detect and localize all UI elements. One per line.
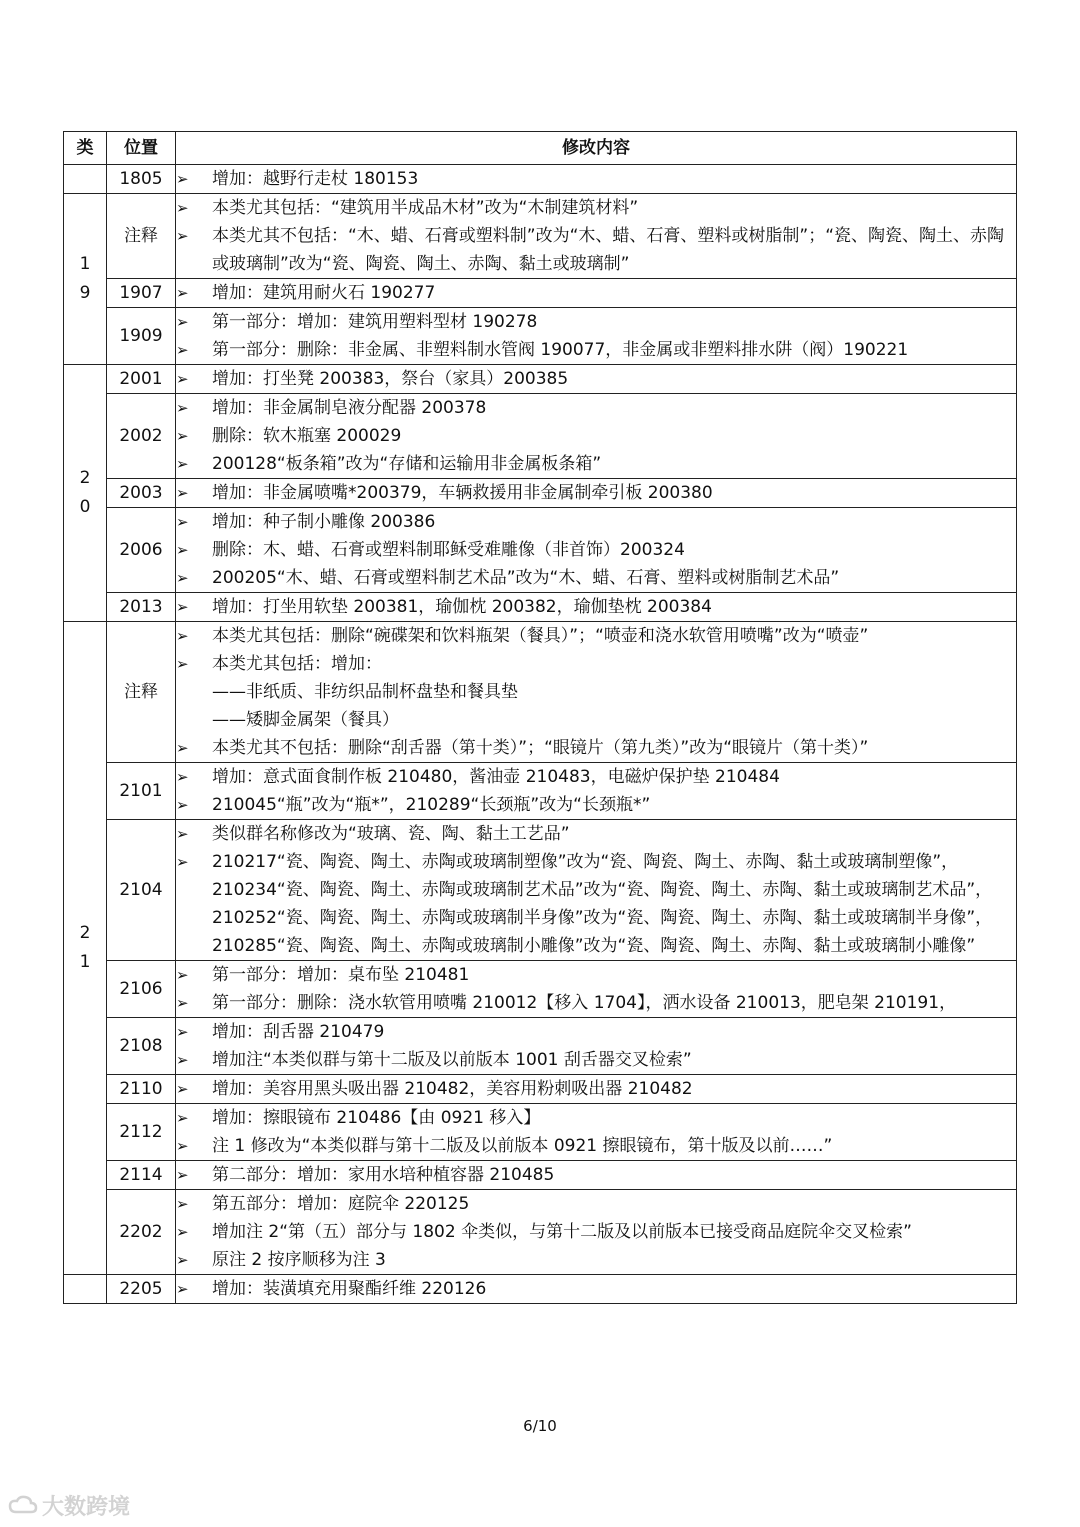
content-text: 第二部分：增加：家用水培种植容器 210485 [212,1165,555,1185]
content-line [176,791,1016,819]
content-cell [176,479,1017,508]
content-text: 210045“瓶”改为“瓶*”，210289“长颈瓶”改为“长颈瓶*” [212,795,651,815]
header-class: 类 [64,132,107,165]
content-text: 增加：越野行走杖 180153 [212,169,419,189]
page-number: 6/10 [523,1417,557,1435]
content-cell [176,763,1017,820]
content-line [176,194,1016,222]
content-line [176,820,1016,848]
position-cell: 2114 [107,1161,176,1190]
table-row [64,479,1017,508]
watermark-text: 大数跨境 [42,1494,131,1520]
content-text: 增加注“本类似群与第十二版及以前版本 1001 刮舌器交叉检索” [212,1050,692,1070]
content-line [176,593,1016,621]
content-text: 类似群名称修改为“玻璃、瓷、陶、黏土工艺品” [212,824,570,844]
content-line [176,1104,1016,1132]
content-text: 增加：非金属制皂液分配器 200378 [212,398,487,418]
table-row [64,508,1017,593]
position-cell: 2001 [107,365,176,394]
table-row [64,1190,1017,1275]
content-line [176,365,1016,393]
arrow-bullet-icon: ➢ [176,739,189,757]
content-text: ——非纸质、非纺织品制杯盘垫和餐具垫 [212,682,518,702]
arrow-bullet-icon: ➢ [176,199,189,217]
content-text: 第一部分：删除：非金属、非塑料制水管阀 190077，非金属或非塑料排水阱（阀）190221 [212,340,909,360]
position-cell: 2205 [107,1275,176,1304]
position-cell: 2002 [107,394,176,479]
content-line [176,1190,1016,1218]
table-row [64,1275,1017,1304]
class-number-cell [64,365,107,622]
arrow-bullet-icon: ➢ [176,1195,189,1213]
table-row [64,365,1017,394]
content-line [176,536,1016,564]
content-line [176,734,1016,762]
arrow-bullet-icon: ➢ [176,853,189,871]
content-text: 增加：非金属喷嘴*200379，车辆救援用非金属制牵引板 200380 [212,483,713,503]
table-row [64,279,1017,308]
content-line [176,763,1016,791]
content-text: 第一部分：增加：建筑用塑料型材 190278 [212,312,538,332]
table-row [64,1018,1017,1075]
arrow-bullet-icon: ➢ [176,627,189,645]
content-line [176,394,1016,422]
content-text: 200128“板条箱”改为“存储和运输用非金属板条箱” [212,454,602,474]
table-row [64,394,1017,479]
table-row [64,165,1017,194]
arrow-bullet-icon: ➢ [176,1109,189,1127]
content-line [176,650,1016,678]
content-line [176,479,1016,507]
class-digit: 1 [79,254,91,274]
content-text: 本类尤其不包括：删除“刮舌器（第十类）”；“眼镜片（第九类）”改为“眼镜片（第十类）” [212,738,869,758]
arrow-bullet-icon: ➢ [176,170,189,188]
content-line [176,1161,1016,1189]
class-digit: 1 [79,952,91,972]
table-row [64,593,1017,622]
arrow-bullet-icon: ➢ [176,427,189,445]
content-text: 第五部分：增加：庭院伞 220125 [212,1194,470,1214]
content-cell [176,1275,1017,1304]
arrow-bullet-icon: ➢ [176,994,189,1012]
table-row [64,1161,1017,1190]
content-cell [176,1075,1017,1104]
content-line [176,622,1016,650]
arrow-bullet-icon: ➢ [176,541,189,559]
table-row [64,1075,1017,1104]
content-text: 增加：装潢填充用聚酯纤维 220126 [212,1279,487,1299]
position-cell: 2006 [107,508,176,593]
content-line [176,422,1016,450]
content-text: 200205“木、蜡、石膏或塑料制艺术品”改为“木、蜡、石膏、塑料或树脂制艺术品” [212,568,840,588]
class-number-cell [64,165,107,194]
content-cell [176,1161,1017,1190]
table-header-row [64,132,1017,165]
modification-table [63,131,1017,1304]
content-line [176,508,1016,536]
table-row [64,820,1017,961]
content-text: 增加：打坐用软垫 200381，瑜伽枕 200382，瑜伽垫枕 200384 [212,597,712,617]
arrow-bullet-icon: ➢ [176,796,189,814]
content-text: 本类尤其包括：“建筑用半成品木材”改为“木制建筑材料” [212,198,639,218]
position-cell: 1909 [107,308,176,365]
arrow-bullet-icon: ➢ [176,341,189,359]
position-cell: 2101 [107,763,176,820]
position-cell: 2013 [107,593,176,622]
arrow-bullet-icon: ➢ [176,825,189,843]
arrow-bullet-icon: ➢ [176,484,189,502]
content-cell [176,365,1017,394]
table-row [64,961,1017,1018]
content-text: 删除：木、蜡、石膏或塑料制耶稣受难雕像（非首饰）200324 [212,540,685,560]
content-text: 210217“瓷、陶瓷、陶土、赤陶或玻璃制塑像”改为“瓷、陶瓷、陶土、赤陶、黏土或玻璃制塑像”，210234“瓷、陶瓷、陶土、赤陶或玻璃制艺术品”改为“瓷、陶瓷、陶土、赤陶、黏土或玻璃制艺术品”，210252“瓷、陶瓷、陶土、赤陶或玻璃制半身像”改为“瓷、陶瓷、陶土、赤陶、黏土或玻璃制半身像”，210285“瓷、陶瓷、陶土、赤陶或玻璃制小雕像”改为“瓷、陶瓷、陶土、赤陶、黏土或玻璃制小雕像” [212,852,993,956]
class-digit: 2 [79,923,91,943]
arrow-bullet-icon: ➢ [176,966,189,984]
table-row [64,308,1017,365]
content-text: 原注 2 按序顺移为注 3 [212,1250,386,1270]
content-cell [176,820,1017,961]
arrow-bullet-icon: ➢ [176,768,189,786]
content-text: 增加：建筑用耐火石 190277 [212,283,436,303]
content-line [176,1275,1016,1303]
content-text: 增加：意式面食制作板 210480，酱油壶 210483，电磁炉保护垫 210484 [212,767,780,787]
content-line [176,989,1016,1017]
arrow-bullet-icon: ➢ [176,1023,189,1041]
table-row [64,194,1017,279]
arrow-bullet-icon: ➢ [176,1166,189,1184]
content-text: 本类尤其包括：增加： [212,654,382,674]
content-text: 增加：打坐凳 200383，祭台（家具）200385 [212,369,569,389]
arrow-bullet-icon: ➢ [176,1051,189,1069]
content-text: 增加注 2“第（五）部分与 1802 伞类似，与第十二版及以前版本已接受商品庭院伞交叉检索” [212,1222,912,1242]
content-text: 第一部分：增加：桌布坠 210481 [212,965,470,985]
header-position: 位置 [107,132,176,165]
position-cell: 2202 [107,1190,176,1275]
arrow-bullet-icon: ➢ [176,1080,189,1098]
content-cell [176,508,1017,593]
content-line [176,1218,1016,1246]
content-text: 本类尤其包括：删除“碗碟架和饮料瓶架（餐具）”；“喷壶和浇水软管用喷嘴”改为“喷壶” [212,626,869,646]
content-line [176,450,1016,478]
arrow-bullet-icon: ➢ [176,284,189,302]
class-number-cell [64,194,107,365]
arrow-bullet-icon: ➢ [176,370,189,388]
cloud-logo-icon [8,1494,38,1516]
content-cell [176,622,1017,763]
position-cell: 2003 [107,479,176,508]
content-line [176,336,1016,364]
position-cell: 2104 [107,820,176,961]
content-cell [176,1190,1017,1275]
arrow-bullet-icon: ➢ [176,655,189,673]
content-line [176,678,1016,706]
arrow-bullet-icon: ➢ [176,313,189,331]
content-cell [176,308,1017,365]
position-cell: 1907 [107,279,176,308]
content-line [176,1075,1016,1103]
content-text: 注 1 修改为“本类似群与第十二版及以前版本 0921 擦眼镜布，第十版及以前……” [212,1136,833,1156]
content-line [176,1046,1016,1074]
watermark [8,1490,130,1520]
class-digit: 2 [79,468,91,488]
class-number-cell [64,622,107,1275]
arrow-bullet-icon: ➢ [176,455,189,473]
content-cell [176,1018,1017,1075]
position-cell: 2108 [107,1018,176,1075]
arrow-bullet-icon: ➢ [176,569,189,587]
content-line [176,706,1016,734]
content-line [176,848,1016,960]
position-cell: 2112 [107,1104,176,1161]
content-line [176,308,1016,336]
arrow-bullet-icon: ➢ [176,399,189,417]
position-cell: 注释 [107,622,176,763]
table-row [64,1104,1017,1161]
class-number-cell [64,1275,107,1304]
content-text: 增加：美容用黑头吸出器 210482，美容用粉刺吸出器 210482 [212,1079,693,1099]
class-digit: 0 [79,497,91,517]
arrow-bullet-icon: ➢ [176,1251,189,1269]
content-line [176,222,1016,278]
content-line [176,1246,1016,1274]
content-cell [176,194,1017,279]
table-row [64,622,1017,763]
arrow-bullet-icon: ➢ [176,513,189,531]
position-cell: 注释 [107,194,176,279]
content-text: 本类尤其不包括：“木、蜡、石膏或塑料制”改为“木、蜡、石膏、塑料或树脂制”；“瓷、陶瓷、陶土、赤陶或玻璃制”改为“瓷、陶瓷、陶土、赤陶、黏土或玻璃制” [212,226,1005,274]
content-text: 增加：刮舌器 210479 [212,1022,385,1042]
content-line [176,564,1016,592]
content-cell [176,593,1017,622]
content-line [176,279,1016,307]
content-text: 第一部分：删除：浇水软管用喷嘴 210012【移入 1704】，洒水设备 210013，肥皂架 210191， [212,993,957,1013]
arrow-bullet-icon: ➢ [176,598,189,616]
position-cell: 2106 [107,961,176,1018]
header-content: 修改内容 [176,132,1017,165]
position-cell: 1805 [107,165,176,194]
content-line [176,1132,1016,1160]
content-line [176,1018,1016,1046]
content-cell [176,961,1017,1018]
content-line [176,961,1016,989]
content-cell [176,165,1017,194]
arrow-bullet-icon: ➢ [176,227,189,245]
table-row [64,763,1017,820]
content-text: 增加：擦眼镜布 210486【由 0921 移入】 [212,1108,541,1128]
arrow-bullet-icon: ➢ [176,1223,189,1241]
class-digit: 9 [79,283,91,303]
content-cell [176,1104,1017,1161]
content-cell [176,394,1017,479]
arrow-bullet-icon: ➢ [176,1137,189,1155]
content-text: 增加：种子制小雕像 200386 [212,512,436,532]
content-text: ——矮脚金属架（餐具） [212,710,399,730]
content-line [176,165,1016,193]
arrow-bullet-icon: ➢ [176,1280,189,1298]
content-cell [176,279,1017,308]
position-cell: 2110 [107,1075,176,1104]
content-text: 删除：软木瓶塞 200029 [212,426,402,446]
